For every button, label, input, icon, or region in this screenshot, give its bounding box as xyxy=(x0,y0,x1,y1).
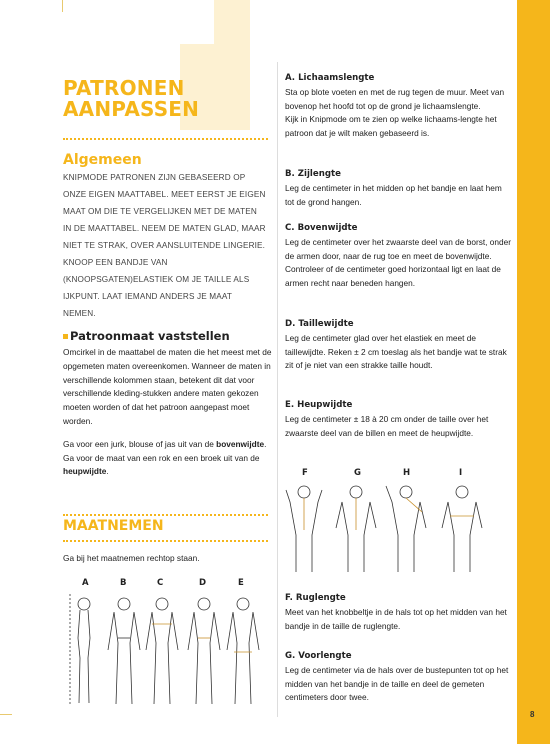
intro-heading: Algemeen xyxy=(63,152,142,168)
para2-suffix: . xyxy=(264,438,267,449)
accent-side-bar xyxy=(517,0,550,744)
para3-prefix: Ga voor de maat van een rok en een broek uit van de xyxy=(63,452,260,463)
crop-mark xyxy=(62,0,63,12)
page-title-line2: AANPASSEN xyxy=(63,97,200,121)
crop-mark xyxy=(0,714,12,715)
figure-label-b: B xyxy=(120,578,127,588)
bullet-square-icon xyxy=(63,334,68,339)
size-section-heading-text: Patroonmaat vaststellen xyxy=(70,329,230,343)
measurement-e-text: Leg de centimeter ± 18 à 20 cm onder de taille over het zwaarste deel van de billen en meet de heupwijdte. xyxy=(285,413,489,438)
measurement-c-text: Leg de centimeter over het zwaarste deel van de borst, onder de armen door, naar de rug toe en meet de bovenwijdte. Controleer of de centimeter goed horizontaal ligt en laat de armen recht naar beneden hangen. xyxy=(285,236,511,289)
measuring-heading: MAATNEMEN xyxy=(63,518,164,534)
body-figures-a-e xyxy=(62,588,272,718)
measuring-note: Ga bij het maatnemen rechtop staan. xyxy=(63,553,200,563)
page-title xyxy=(63,78,199,120)
para3-bold: heupwijdte xyxy=(63,466,107,477)
measurement-e xyxy=(285,399,513,440)
measurement-a-text: Sta op blote voeten en met de rug tegen de muur. Meet van bovenop het hoofd tot op de grond je lichaamslengte. Kijk in Knipmode om te zien op welke lichaams-lengte het patroon dat je wilt maken gebaseerd is. xyxy=(285,86,505,139)
page-title-line1: PATRONEN xyxy=(63,76,185,100)
para2-bold: bovenwijdte xyxy=(216,438,265,449)
column-divider xyxy=(277,62,278,717)
figure-label-e: E xyxy=(238,578,244,588)
figure-label-g: G xyxy=(354,468,361,478)
measuring-divider-top xyxy=(63,514,268,516)
size-section-body xyxy=(63,346,273,479)
body-figures-f-i xyxy=(282,480,507,580)
intro-text: KNIPMODE PATRONEN ZIJN GEBASEERD OP ONZE EIGEN MAATTABEL. MEET EERST JE EIGEN MAAT OM DIE TE VERGELIJKEN MET DE MATEN IN DE MAATTABEL. NEEM DE MATEN GLAD, MAAR NIET TE STRAK, OVER AANSLUITENDE LINGERIE. KNOOP EEN BANDJE VAN (KNOOPSGATEN)ELASTIEK OM JE TAILLE ALS IJKPUNT. LAAT IEMAND ANDERS JE MAAT NEMEN. xyxy=(63,173,266,318)
measurement-f-text: Meet van het knobbeltje in de hals tot op het midden van het bandje in de taille de ruglengte. xyxy=(285,606,507,631)
measuring-divider-bottom xyxy=(63,540,268,542)
measurement-figures-left xyxy=(62,578,272,708)
measurement-d xyxy=(285,318,513,373)
size-section-para1: Omcirkel in de maattabel de maten die het meest met de opgemeten maten overeenkomen. Wanneer de maten in verschillende kolommen staan, betekent dit dat voor verschillende kleding-stukken andere maten gekozen moeten worden of dat het patroon aangepast moet worden. xyxy=(63,347,272,426)
size-section-heading xyxy=(63,329,230,343)
measurement-b xyxy=(285,168,513,209)
page-number: 8 xyxy=(530,710,535,719)
figure-label-c: C xyxy=(157,578,164,588)
figure-label-i: I xyxy=(459,468,463,478)
measurement-d-label: D. Taillewijdte xyxy=(285,319,354,329)
title-divider xyxy=(63,138,268,140)
measurement-g-label: G. Voorlengte xyxy=(285,651,352,661)
measurement-g-text: Leg de centimeter via de hals over de bustepunten tot op het midden van het bandje in de taille en deel de gemeten centimeters door twee. xyxy=(285,664,509,703)
measurement-f xyxy=(285,592,513,633)
measurement-c xyxy=(285,222,513,291)
measurement-d-text: Leg de centimeter glad over het elastiek en meet de taillewijdte. Reken ± 2 cm toeslag als het bandje wat te strak zit of je niet van een strakke taille houdt. xyxy=(285,332,507,371)
measurement-c-label: C. Bovenwijdte xyxy=(285,223,358,233)
para3-suffix: . xyxy=(106,466,109,477)
size-section-para2 xyxy=(63,438,273,479)
figure-label-d: D xyxy=(199,578,207,588)
measurement-e-label: E. Heupwijdte xyxy=(285,400,353,410)
figure-label-h: H xyxy=(403,468,411,478)
measurement-g xyxy=(285,650,513,705)
measurement-a xyxy=(285,72,513,141)
figure-label-a: A xyxy=(82,578,89,588)
measurement-figures-right xyxy=(282,468,507,583)
measurement-a-label: A. Lichaamslengte xyxy=(285,73,375,83)
figure-label-f: F xyxy=(302,468,308,478)
measurement-b-label: B. Zijlengte xyxy=(285,169,341,179)
measurement-b-text: Leg de centimeter in het midden op het bandje en laat hem tot de grond hangen. xyxy=(285,182,502,207)
para2-prefix: Ga voor een jurk, blouse of jas uit van de xyxy=(63,438,217,449)
measurement-f-label: F. Ruglengte xyxy=(285,593,346,603)
